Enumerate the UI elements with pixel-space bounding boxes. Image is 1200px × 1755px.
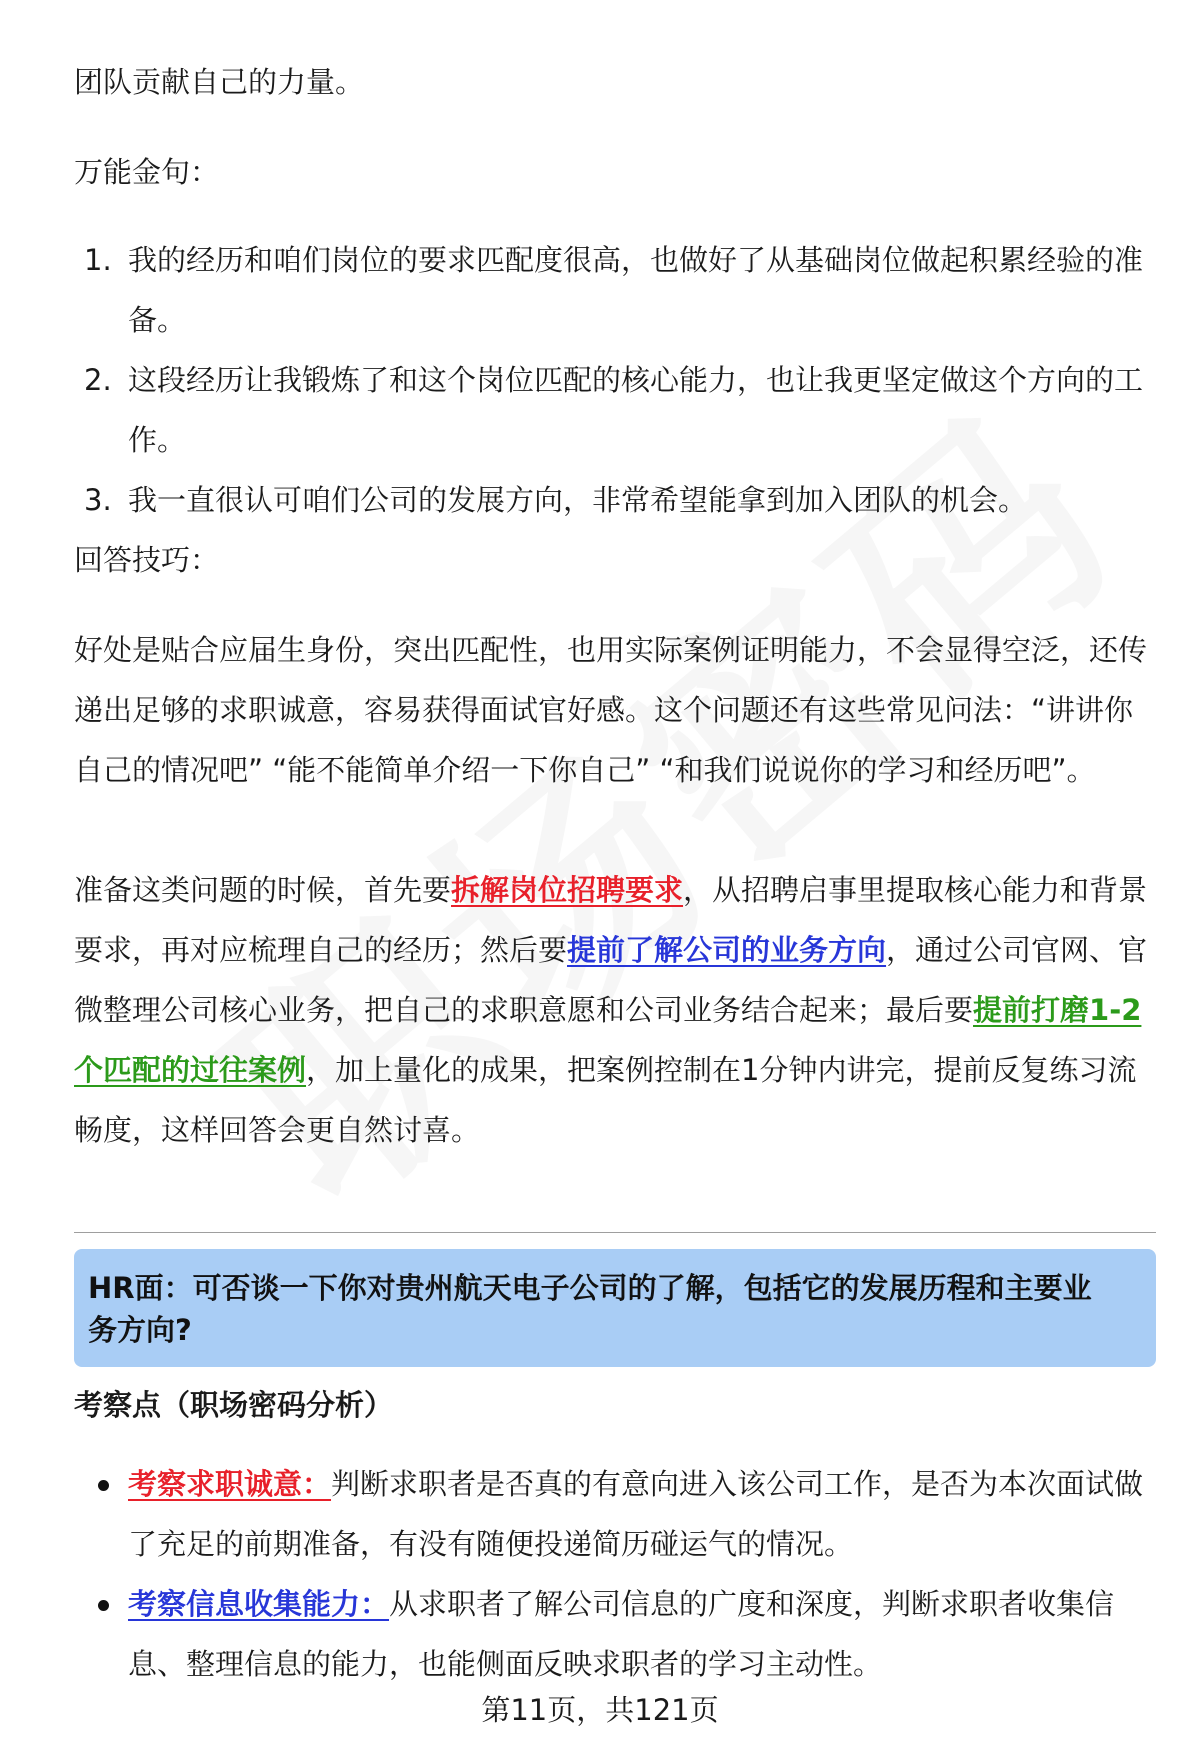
paragraph-text: ，加上量化的成果，把案例控制在1分钟内讲完，提前反复练习流畅度，这样回答会更自然讨喜。 (74, 1053, 1137, 1147)
bullet-icon (98, 1480, 109, 1491)
list-item (74, 1574, 1154, 1694)
list-item (74, 1454, 1154, 1574)
exam-point-text: 从求职者了解公司信息的广度和深度，判断求职者收集信息、整理信息的能力，也能侧面反映求职者的学习主动性。 (128, 1587, 1115, 1681)
list-number: 2. (84, 363, 112, 397)
exam-points-list (74, 1454, 1154, 1694)
list-text: 我一直很认可咱们公司的发展方向，非常希望能拿到加入团队的机会。 (128, 483, 1028, 517)
highlight-company-business: 提前了解公司的业务方向 (567, 933, 887, 967)
list-item (74, 470, 1154, 530)
exam-point-label: 考察信息收集能力： (128, 1587, 390, 1621)
golden-label: 万能金句： (74, 155, 220, 189)
exam-point-label: 考察求职诚意： (128, 1467, 332, 1501)
list-number: 1. (84, 243, 112, 277)
paragraph-text: ，通过公司官网、官微整理公司核心业务，把自己的求职意愿和公司业务结合起来；最后要 (74, 933, 1148, 1027)
list-text: 这段经历让我锻炼了和这个岗位匹配的核心能力，也让我更坚定做这个方向的工作。 (128, 363, 1144, 457)
preparation-paragraph (74, 860, 1154, 1160)
paragraph-text: 准备这类问题的时候，首先要 (74, 873, 452, 907)
divider (74, 1232, 1156, 1233)
page-footer: 第11页，共121页 (481, 1693, 719, 1727)
list-item (74, 350, 1154, 470)
exam-point-text: 判断求职者是否真的有意向进入该公司工作，是否为本次面试做了充足的前期准备，有没有随便投递简历碰运气的情况。 (128, 1467, 1144, 1561)
highlight-past-cases: 提前打磨1-2个匹配的过往案例 (74, 993, 1142, 1087)
tips-label: 回答技巧： (74, 543, 220, 577)
list-number: 3. (84, 483, 112, 517)
continuation-line: 团队贡献自己的力量。 (74, 65, 365, 99)
tips-paragraph: 好处是贴合应届生身份，突出匹配性，也用实际案例证明能力，不会显得空泛，还传递出足够的求职诚意，容易获得面试官好感。这个问题还有这些常见问法：“讲讲你自己的情况吧” “能不能简单介绍一下你自己” “和我们说说你的学习和经历吧”。 (74, 633, 1148, 787)
exam-points-title: 考察点（职场密码分析） (74, 1388, 394, 1422)
list-text: 我的经历和咱们岗位的要求匹配度很高，也做好了从基础岗位做起积累经验的准备。 (128, 243, 1144, 337)
paragraph-text: ，从招聘启事里提取核心能力和背景要求，再对应梳理自己的经历；然后要 (74, 873, 1148, 967)
golden-sentence-list (74, 230, 1154, 530)
highlight-job-requirements: 拆解岗位招聘要求 (451, 873, 684, 907)
bullet-icon (98, 1600, 109, 1611)
list-item (74, 230, 1154, 350)
hr-question-box: HR面：可否谈一下你对贵州航天电子公司的了解，包括它的发展历程和主要业务方向? (74, 1249, 1156, 1367)
